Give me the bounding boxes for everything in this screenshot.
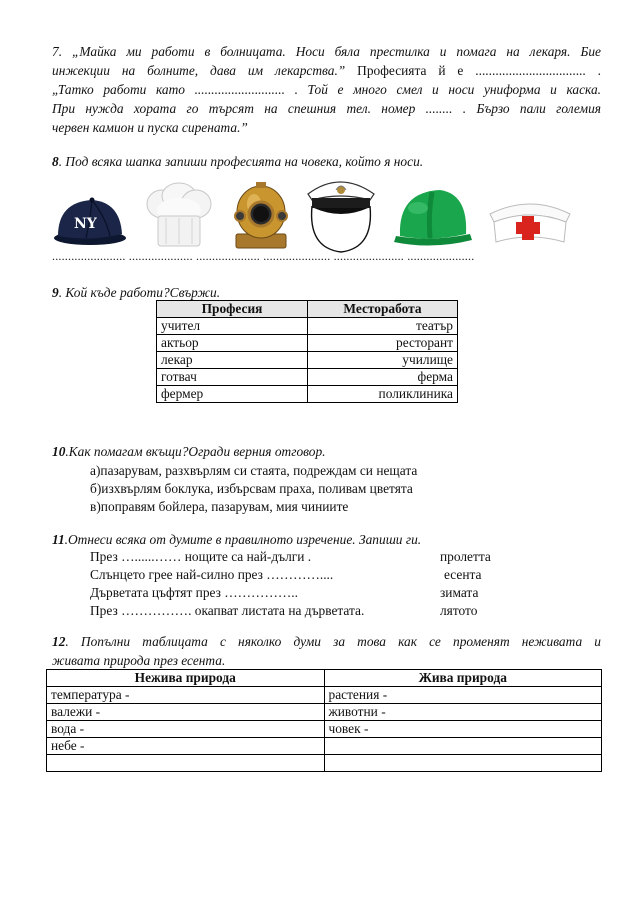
workplace-cell: училище [308,352,458,369]
task11-word-4: лятото [440,603,478,618]
task10-option-c[interactable]: в)поправям бойлера, пазарувам, мия чиниите [90,499,349,514]
task10-option-a[interactable]: а)пазарувам, разхвърлям си стаята, подреждам си нещата [90,463,418,478]
chef-hat-icon [144,182,214,250]
nature-table [46,669,602,772]
living-cell[interactable]: човек - [324,721,602,738]
table-row [47,704,602,721]
header-nonliving-nature: Нежива природа [47,670,325,687]
task11-number: 11 [52,532,65,547]
living-cell[interactable] [324,738,602,755]
header-living-nature: Жива природа [324,670,602,687]
task12-number: 12 [52,634,66,649]
nurse-cap-icon [486,194,574,250]
profession-cell: учител [157,318,308,335]
task7-line1: 7. „Майка ми работи в болницата. Носи бяла престилка и помага на лекаря. Бие [52,44,601,59]
task10-number: 10 [52,444,66,459]
task7-line2-profession: Професията й е ................................. . [345,63,601,78]
task11-sentence-2: Слънцето грее най-силно през ………….... [90,567,334,582]
profession-cell: лекар [157,352,308,369]
table-row [157,369,458,386]
task8-text: . Под всяка шапка запиши професията на човека, който я носи. [58,154,424,169]
profession-table [156,300,458,403]
task12-heading-line1 [52,632,601,651]
task7-line5: червен камион и пуска сирената.” [52,120,248,135]
living-cell[interactable] [324,755,602,772]
table-row [47,721,602,738]
nature-table-header [47,670,602,687]
table-row [47,738,602,755]
task11-sentence-4: През ……………. окапват листата на дърветата. [90,603,365,618]
nonliving-cell[interactable]: валежи - [47,704,325,721]
baseball-cap-icon [50,192,132,248]
table-row [47,755,602,772]
table-row [157,335,458,352]
task11-word-2: есента [444,567,482,582]
task11-word-1: пролетта [440,549,491,564]
living-cell[interactable]: животни - [324,704,602,721]
living-cell[interactable]: растения - [324,687,602,704]
profession-cell: готвач [157,369,308,386]
table-row [47,687,602,704]
workplace-cell: ферма [308,369,458,386]
task11-text: .Отнеси всяка от думите в правилното изречение. Запиши ги. [64,532,422,547]
task11-sentence-3: Дърветата цъфтят през …………….. [90,585,298,600]
task7-line4: При нужда хората го търсят на спешния тел. номер ........ . Бързо пали големия [52,101,601,116]
task9-number: 9 [52,285,59,300]
diving-helmet-icon [232,180,290,252]
workplace-cell: поликлиника [308,386,458,403]
profession-cell: фермер [157,386,308,403]
task9-text: . Кой къде работи?Свържи. [58,285,221,300]
task10-heading [52,442,601,461]
profession-cell: актьор [157,335,308,352]
nonliving-cell[interactable] [47,755,325,772]
task8-answer-lines[interactable]: ....................... .................... .................... ..................... ...................... ..................... [52,249,475,263]
svg-text:NY: NY [74,216,97,232]
profession-table-header [157,301,458,318]
nonliving-cell[interactable]: небе - [47,738,325,755]
workplace-cell: театър [308,318,458,335]
task11-sentence-1: През …......…… нощите са най-дълги . [90,549,312,564]
task10-text: .Как помагам вкъщи?Огради верния отговор. [65,444,326,459]
header-profession: Професия [157,301,308,318]
task7-line3: „Татко работи като ........................... . Той е много смел и носи униформа и каска. [52,82,601,97]
task7-line2-quote: инжекции на болните, дава им лекарства.” [52,63,346,78]
table-row [157,352,458,369]
task8-number: 8 [52,154,59,169]
captain-cap-icon [300,168,382,254]
task12-heading-line2: живата природа през есента. [52,653,226,668]
task11-heading [52,530,601,549]
task7-line2 [52,61,601,80]
workplace-cell: ресторант [308,335,458,352]
header-workplace: Месторабота [308,301,458,318]
task12-text-line1: . Попълни таблицата с няколко думи за това как се променят неживата и [65,634,601,649]
task11-word-3: зимата [440,585,479,600]
hard-hat-icon [388,184,476,250]
table-row [157,318,458,335]
task10-option-b[interactable]: б)изхвърлям боклука, избърсвам праха, поливам цветята [90,481,413,496]
nonliving-cell[interactable]: вода - [47,721,325,738]
nonliving-cell[interactable]: температура - [47,687,325,704]
table-row [157,386,458,403]
